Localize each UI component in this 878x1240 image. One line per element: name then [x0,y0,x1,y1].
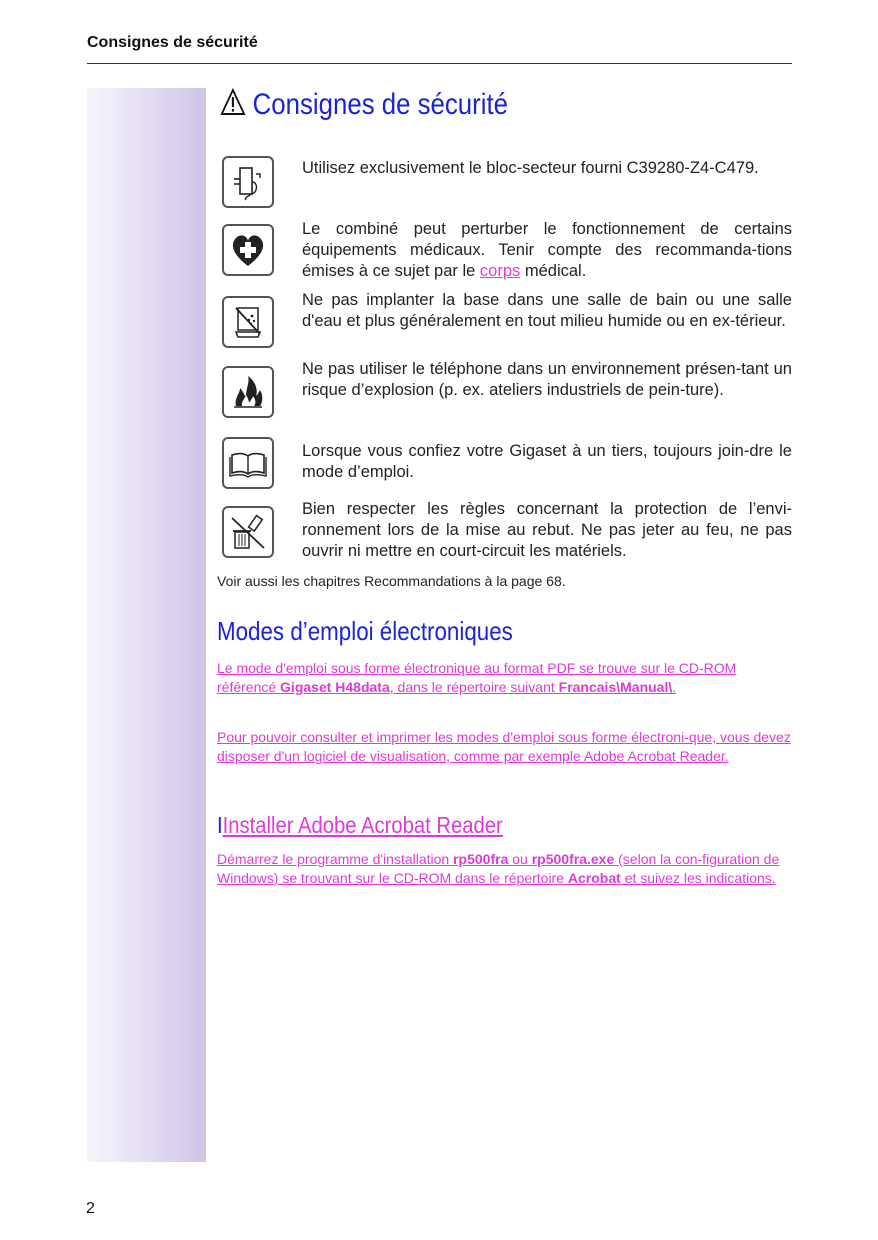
heading-marker: I [217,812,223,838]
safety-text: Lorsque vous confiez votre Gigaset à un tiers, toujours join-dre le mode d’emploi. [302,442,792,481]
power-adapter-icon [222,156,274,208]
safety-text: Utilisez exclusivement le bloc-secteur fourni C39280-Z4-C479. [302,159,759,177]
running-header: Consignes de sécurité [87,34,258,51]
margin-sidebar [87,88,206,1162]
safety-item [220,220,792,284]
explosion-flame-icon [222,366,274,418]
electronic-manual-paragraph[interactable]: Le mode d'emploi sous forme électronique au format PDF se trouve sur le CD-ROM référencé Gigaset H48data, dans le répertoire suivant Francais\Manual\. [217,660,737,695]
page-title [220,88,508,124]
warning-triangle-icon [220,88,246,124]
section-heading-electronic-manuals: Modes d’emploi électroniques [217,616,513,646]
install-acrobat-link[interactable]: Installer Adobe Acrobat Reader [222,812,503,838]
header-rule [87,63,792,64]
safety-item [220,291,792,352]
safety-text: Ne pas utiliser le téléphone dans un environnement présen-tant un risque d’explosion (p. ex. ateliers industriels de pein-ture). [302,360,792,399]
safety-item [220,156,792,212]
section-heading-install-acrobat [217,812,503,839]
safety-item [220,437,792,493]
safety-item [220,360,792,422]
corps-link[interactable]: corps [479,262,521,280]
install-instructions-paragraph[interactable]: Démarrez le programme d'installation rp500fra ou rp500fra.exe (selon la con-figuration de Windows) se trouvant sur le CD-ROM dans le répertoire Acrobat et suivez les indications. [217,851,780,886]
medical-heart-icon [222,224,274,276]
no-trash-battery-icon [222,506,274,558]
safety-text: Le combiné peut perturber le fonctionnement de certains équipements médicaux. Tenir compte des recommanda-tions émises à ce sujet par le corps médical. [302,220,792,280]
safety-text: Ne pas implanter la base dans une salle de bain ou une salle d'eau et plus généralement en tout milieu humide ou en ex-térieur. [302,291,792,330]
no-bathroom-icon [222,296,274,348]
see-also-note: Voir aussi les chapitres Recommandations à la page 68. [217,573,566,589]
safety-item [220,500,792,562]
viewer-software-paragraph[interactable]: Pour pouvoir consulter et imprimer les modes d'emploi sous forme électroni-que, vous devez disposer d'un logiciel de visualisation, comme par exemple Adobe Acrobat Reader. [217,729,791,764]
manual-book-icon [222,437,274,489]
page-number: 2 [86,1200,95,1217]
safety-text: Bien respecter les règles concernant la protection de l’envi-ronnement lors de la mise au rebut. Ne pas jeter au feu, ne pas ouvrir ni mettre en court-circuit les matériels. [302,500,792,560]
page-title-text: Consignes de sécurité [252,88,508,121]
